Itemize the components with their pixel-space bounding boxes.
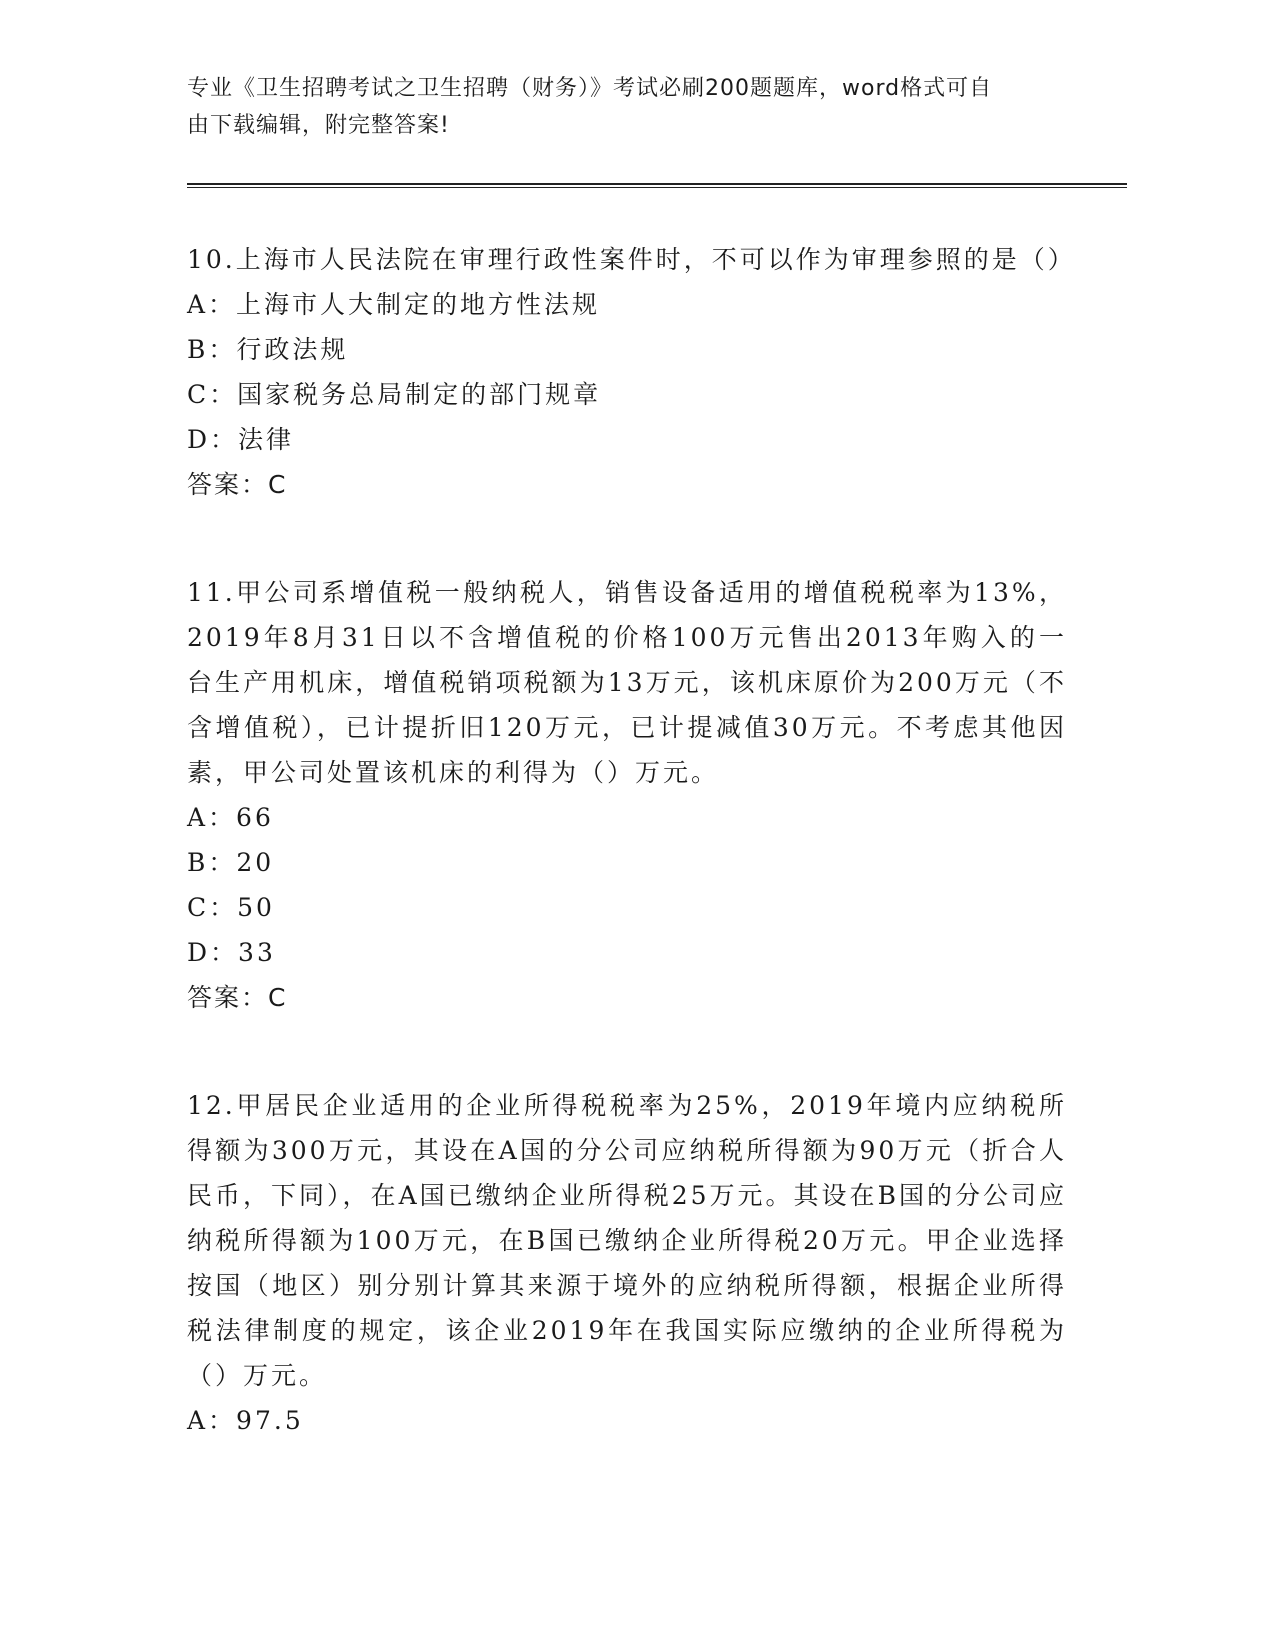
option-a: A：上海市人大制定的地方性法规 [187,290,601,319]
question-text: 11.甲公司系增值税一般纳税人，销售设备适用的增值税税率为13%，2019年8月31日以不含增值税的价格100万元售出2013年购入的一台生产用机床，增值税销项税额为13万元，该机床原价为200万元（不含增值税），已计提折旧120万元，已计提减值30万元。不考虑其他因素，甲公司处置该机床的利得为（）万元。 [187,578,1067,787]
option-d: D：33 [187,938,276,967]
answer-line: 答案：C [187,983,288,1012]
question-text: 10.上海市人民法院在审理行政性案件时，不可以作为审理参照的是（） [187,245,1076,274]
document-header [187,70,1067,144]
option-a: A：66 [187,803,274,832]
question-11 [187,570,1127,1020]
question-spacer [187,1020,1127,1083]
option-c: C：50 [187,893,275,922]
option-a: A：97.5 [187,1406,304,1435]
header-divider [187,183,1127,188]
question-text: 12.甲居民企业适用的企业所得税税率为25%，2019年境内应纳税所得额为300万元，其设在A国的分公司应纳税所得额为90万元（折合人民币，下同），在A国已缴纳企业所得税25万元。其设在B国的分公司应纳税所得额为100万元，在B国已缴纳企业所得税20万元。甲企业选择按国（地区）别分别计算其来源于境外的应纳税所得额，根据企业所得税法律制度的规定，该企业2019年在我国实际应缴纳的企业所得税为（）万元。 [187,1091,1067,1390]
header-line-1: 专业《卫生招聘考试之卫生招聘（财务）》考试必刷200题题库，word格式可自 [187,76,993,101]
header-line-2: 由下载编辑，附完整答案! [187,113,450,138]
question-10 [187,237,1127,507]
option-d: D：法律 [187,425,295,454]
option-c: C：国家税务总局制定的部门规章 [187,380,602,409]
question-12 [187,1083,1127,1443]
option-b: B：20 [187,848,275,877]
option-b: B：行政法规 [187,335,349,364]
document-page [187,70,1127,1443]
question-spacer [187,507,1127,570]
answer-line: 答案：C [187,470,288,499]
question-list [187,237,1127,1443]
